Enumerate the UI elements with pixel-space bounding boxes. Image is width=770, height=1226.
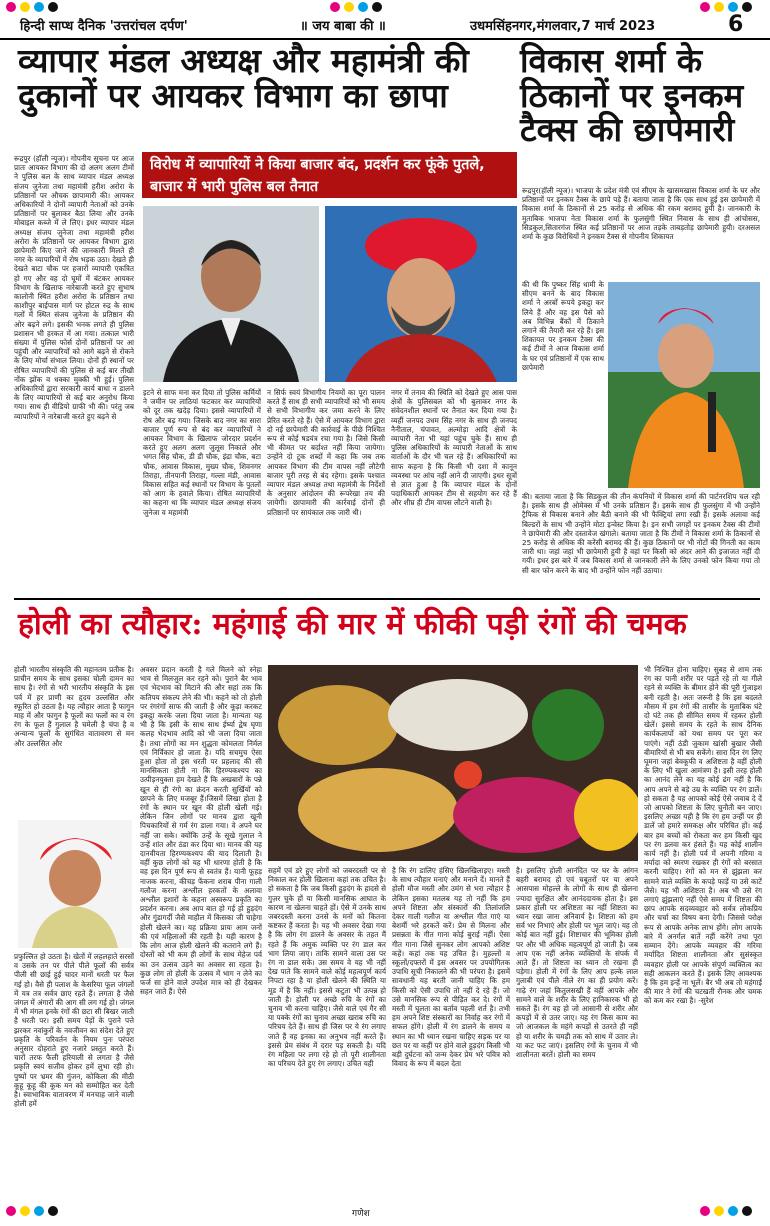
- page-number: 6: [728, 12, 744, 37]
- section-divider: [14, 598, 760, 600]
- story2-side-text: की थी कि पुष्कर सिंह धामी के सीएम बनने के बाद विकास शर्मा ने अरबों रूपये इकट्ठा कर लिये हैं और वह इस पैसे को अब विभिन्न बैंकों में ठिकाने लगाने की तैयारी कर रहे हैं। इस शिकायत पर इनकम टैक्स की कई टीमों ने आज विकास शर्मा के घर एवं प्रतिष्ठानों में एक साथ छापेमारी: [522, 280, 604, 372]
- holi-column-5: है। इसलिए होली आनंदित पर घर के आंगन बहरी बरामद हो एवं चबूतरों पर या अपने आसपास मोहल्ले के लोगों के साथ ही खेलना ज्यादा सुरक्षित और आनंददायक होता है। इस प्रकार होली पर अशिष्टता का नहीं शिष्टता का ध्यान रखा जाना अनिवार्य है। शिष्टता को हम सर्व भर निभाएं और होली पर भूल जाएं। यह तो कोई बात नहीं हुई। शिष्टाचार की भूमिका होली पर और भी अधिक महत्वपूर्ण हो जाती है। जब आप एक नहीं अनेक व्यक्तियों के संपर्क में आते हैं। तो शिष्टता का ध्यान तो रखना ही पड़ेगा। होली में रंगों के लिए आप हल्के लाल गुलाबी एवं पीले नीले रंग का ही प्रयोग करें। गाढ़े रंग जहां कितुलसखी हैं वहीं आपके और सामने वाले के शरीर के लिए हानिकारक भी हो सकते हैं। रंग वह हो जो आसानी से शरीर और कपड़ों में से उतर जाए। यह रंग किस काम का जो आजकल के महंगे कपड़ों से उतरते ही नहीं हो या शरीर के चमड़ी तक को साथ में उतार ले। या कट फट जाएं। इसलिए रंगों के चुनाव में भी शालीनता बरतें। होली का समय: [516, 866, 638, 1060]
- color-dots-center: [330, 2, 382, 12]
- holi-column-6: भी निश्चित होना चाहिए। सुबह से शाम तक रंग का पानी शरीर पर पड़ते रहे तो या गीले रहने से व्यक्ति के बीमार होने की पूरी गुंजाइश बनी रहती है। अतः जरूरी है कि इस बदलते मौसम में हम रंगों की तासीर के मुताबिक घंटे दो घंटे तक ही सीमित समय में रहकर होली खेलें। इससे समय के रहते के साथ दैनिक कार्यकलापों को यथा समय पर पूरा कर पाएंगे। नहीं ठंडी जुकाम खांसी बुखार जैसी बीमारियों से भी बच सकेंगे। सारा दिन रंग लिए घूमना जहां बेवकूफी व अशिष्टता है वहीं होली के लिए भी खुला आमंत्रण है। इसी तरह होली का आनंद लेने का यह कोई ढंग नहीं है कि आप अपने से बड़े उम्र के व्यक्ति पर रंग डालें। हो सकता है यह आपको कोई ऐसे जवाब दे दें जो आपको शिष्टता के लिए चुनौती बन जाए। इसलिए अच्छा यही है कि रंग हम उन्हीं पर ही डालें जो हमारे समकक्ष और परिचित हों। कई बार हम बच्चों को रोकता कर हम किसी खुद पर रंग डलवा कर हंसते हैं। यह कोई शालीन कार्य नहीं है। होली पर्व में अपनी गरिमा व मर्यादा को स्मरण रखकर ही रंगों को बरसात करनी चाहिए। रंगों को मन से झुंझला कर सामने वाले व्यक्ति के कपड़े फाड़ें या उसे काटें जैसे। यह भी अशिष्टता है। अब भी उसे रंग लगाएं झुंझलाएं नहीं ऐसे समय में शिष्टता की छाप आपके सदव्यवहार को सर्वत्र लोकप्रिय और चर्चा का विषय बना देगी। जिससे परोक्ष रूप से आपके अनेक लाभ होंगे। लोग आपके बारे में अनर्गल बातें नहीं करेंगे तथा पूरा सम्मान देंगे। आपके व्यवहार की गरिमा मर्यादित शिष्टता शालीनता और सुसंस्कृत व्यवहार होली पर आपके संपूर्ण व्यक्तित्व का सही आकलन करते हैं। इसके लिए आवश्यक है कि हम इन्हें ना भूलें। बैर भी अब तो महंगाई की मार ने रंगों की चटखती रौनक और चमक को कम कर रखा है। -सुरेश: [644, 665, 762, 1006]
- page-header: [0, 14, 770, 40]
- photo-harish-arora: [325, 206, 517, 382]
- holi-headline: होली का त्यौहार: महंगाई की मार में फीकी पड़ी रंगों की चमक: [18, 607, 687, 642]
- holi-column-2: अवसर प्रदान करती है गले मिलने को स्नेहा भाव से मिलजुल कर रहने को। पुराने बैर भाव एवं भेदभाव को मिटाने की और सहां तक कि कतिपय संकल्प लेने की भी। कहने को तो होली पर रंगरंगों साफ की जाती है और कूड़ा करकट इकट्ठा करके जला दिया जाता है। मान्यता यह भी है कि इसी के साथ साथ ईर्ष्या द्वेष घृणा कलह भेदभाव आदि को भी जला दिया जाता है। तथा लोगों का मन शुद्धता कोमलता निर्मल एवं निर्विकार हो जाता है। यदि सचमुच ऐसा हुआ होता तो इस धरती पर प्रहलाद की सी मानसिकता होती ना कि हिरण्यकश्यप का उत्पीड़नयुक्ता हम देखते हैं कि अखबारों के पन्ने खून से ही रंगो का क्रंदन करती सुर्खियों को छापने के लिए मजबूर हैं।जिसमें लिखा होता है रंगों के स्थान पर खून की होली खेली गई। लेकिन जिन लोगों पर मानव द्वारा खूनी पिचकारियों से गर्म रंग डाला गया। वे अपने घर नहीं जा सके। क्योंकि उन्हें के सूखे गुलाल ने उन्हें शांत और ठंडा कर दिया था। मानव की यह दानवीयता हिरण्यकश्यप की याद दिलाती है। वहीं कुछ लोगों को यह भी धारणा होती है कि वह इस दिन पूर्ण रूप से स्वतंत्र हैं। यानी फूहड़ नाजक करना, कीचड़ फेंकना शराब पीना गाली गलौज करना अश्लील हरकतों के अलावा अश्लील इशारों के कहना अस्वरूप प्रकृति का प्रदर्शन करना। अब आप बात हो गई हो हुड़दंग और गुंडागर्दी जैसे माहौल में किसका जी चाहेगा होली खेलने का। यह प्रक्रिया प्रायः आम जनों की एवं महिलाओं की रहती है। यही कारण है कि लोग आज होली खेलने की कतराने लगे हैं। दोस्तों को भी कम ही लोगों के साथ मेहेज पर्व का उन उत्सव उड़ने का अवसर सा रहता है। कुछ लोग तो होली के उत्सव में भाग न लेने का फर्ज सा होने वाले उपदेश मात्र को ही देखकर सहन जाते हैं। ऐसे: [140, 665, 262, 997]
- paper-name: हिन्दी साप्ध दैनिक 'उत्तरांचल दर्पण': [20, 19, 188, 34]
- story2-continued: की। बताया जाता है कि सिडकुल की तीन कंपनियों में विकास शर्मा की पार्टनरशिप चल रही है। इसके साथ ही ओमेक्स में भी उनके प्रतिष्ठान हैं। इसके साथ ही फुलसुंगा में भी उन्होंने ट्रैफिक से विकास बनाने और बैठी बनाने की भी फैक्ट्रियां लगा रखी हैं। इसके अलावा कई बिल्डरों के साथ भी उन्होंने मोटा इन्वेस्ट किया है। इन सभी जगहों पर इनकम टैक्स की टीमों ने छापेमारी की और दस्तावेज खंगाले। बताया जाता है कि टीमों ने विकास शर्मा के ठिकानों से 25 करोड़ से अधिक की करेंसी बरामद की हैं। कुछ ठिकानों पर भी नोटों की गिनती का काम जारी था। जहां जहां भी छापेमारी हुयी है वहां पर किसी को अंदर आने की इजाजत नहीं दी गयी। इधर इस बारे में जब विकास शर्मा से जानकारी लेने के लिए उनको फोन किया गया तो सी बार फोन करने के बाद भी उन्होंने फोन नहीं उठाया।: [522, 492, 760, 575]
- holi-column-1a: होली भारतीय संस्कृति की महानतम प्रतीक है। प्राचीन समय के साथ इसका चोली दामन का साथ है। रंगों से भरी भारतीय संस्कृति के इस पर्व में हर प्राणी का हृदय उल्लसित और स्फूरित हो उठता है। यह त्यौहार आता है फागुन माह में और फागुन है फूलों का फलों का व रंग रंग के फूल हैं गुलाल है चमेली है चंपा है व अन्यान्य फूलों के सुगंधित वातावरण से मन और उल्लसित और: [14, 665, 134, 748]
- holi-column-4: है कि रंग डालिए हंसिए खिलखिलाइए। मस्ती के साथ त्यौहार मनाएं और मनाने दें। मानते हैं होली मौज मस्ती और उमंग से भरा त्यौहार है लेकिन इसका मतलब यह तो नहीं कि हम अपने शिष्टता और संस्कारों की तिलांजलि देकर गाली गलौज या अश्लील गीत गाएं या बेशर्मी भरे हरकतें करें। प्रेम से मिलना और प्रसन्नता के गीत गाना कोई बुराई नहीं। ऐसा गीत गाना जिसे सुनकर लोग आपको अशिष्ट कहें। कहां तक यह उचित है। मुहल्लों व स्कूलों/दफ्तरों में इस अवसर पर उपयोगितक उपाधि सूची निकालने की भी परंपरा है। इसमें सावधानी यह बरती जानी चाहिए कि हम किसी को ऐसी उपाधि तो नहीं दे रहे हैं। जो उसे मानसिक रूप से पीड़ित कर दे। रंगों में मस्ती में घूलता का बर्ताव पहली शर्त है। तभी हम अपने शिष्ट संस्कारों का निर्वाह कर रंगों में सफल होंगे। होली में रंग डालने के समय व स्थान का भी ध्यान रखना चाहिए सड़क पर या छत पर या कहीं पर होने वाले हुड़दंग किसी भी बड़ी दुर्घटना को जन्म देकर प्रेम भरे पवित्र को विवाद के रूप में बदल देता: [392, 866, 510, 1069]
- color-dots-bottom-left: [6, 1206, 58, 1216]
- header-date: उधमसिंहनगर,मंगलवार,7 मार्च 2023: [470, 19, 656, 34]
- photo-vikas-sharma: [608, 282, 760, 488]
- color-dots-bottom-right: [700, 1206, 752, 1216]
- photo-sanjay-juneja: [143, 206, 319, 382]
- color-dots-left: [6, 2, 58, 12]
- story1-headline: व्यापार मंडल अध्यक्ष और महामंत्री की दुकानों पर आयकर विभाग का छापा: [18, 41, 469, 115]
- story1-column-2: इटने से साफ मना कर दिया तो पुलिस कर्मियों ने जमीन पर लाठियां फटकार कर व्यापारियों को दूर तक खदेड़ दिया। इससे व्यापारियों में रोष और बढ़ गया। जिसके बाद नगर का सारा बाजार पूर्ण रूप से बंद कर व्यापारियों ने आयकर विभाग के खिलाफ जोरदार प्रदर्शन करते हुए अलग अलग जुलूस निकाले और भगत सिंह चौक, डी डी चौक, इंद्रा चौक, बटा चौक, आवास विकास, मुख्य चौक, शिवनगर तिराहा, तीनपानी तिराहा, गल्ला मंडी, आवास विकास सहित कई स्थानों पर विभाग के पुतलों को आग के हवाले किया। रोषित व्यापारियों का कहना था कि व्यापार मंडल अध्यक्ष संजय जुनेजा व महामंत्री: [143, 388, 261, 517]
- story1-column-4: नगर में तनाव की स्थिति को देखते हुए आस पास क्षेत्रों के पुलिसबल को भी बुलाकर नगर के संवेदनशील स्थानों पर तैनात कर दिया गया है।व्यहीं जनपद उधम सिंह नगर के साथ ही जनपद नैनीताल, चंपावत, अल्मोड़ा आदि क्षेत्रों के व्यापारी नेता भी यहां पहुंच चुके हैं। साथ ही पुलिस अधिकारियों के व्यापारी नेताओं के साथ वार्ताओं के दौर भी चल रहे हैं। अधिकारियों का साफ कहना है कि किसी भी दशा में कानून व्यवस्था पर आंच नहीं आने दी जाएगी। इधर सूत्रों से ज्ञात हुआ है कि व्यापार मंडल के दोनों पदाधिकारी आयकर टीम से सहयोग कर रहे हैं और शीघ्र ही टीम वापस लौटने वाली है।: [391, 388, 517, 508]
- story2-headline: विकास शर्मा के ठिकानों पर इनकम टैक्स की छापेमारी: [520, 41, 744, 150]
- holi-column-1b: प्रफुल्लित हो उठता है। खेतों में लहलहाते सरसों व उसके तन पर पीले पीले फूलों की सर्वत्र पीली सी छाई हुई चादर मानों धरती पर फैल गई हो। वैसे ही पलाश के केसरिया फूल जंगलों में यत्र तत्र सर्वत्र छाए रहते हैं। लगता है जैसे जंगल में अंगारों की आग सी लग गई हो। जंगल में भी मंगल इनके रंगों की छटा सी बिखर जाती है धरती पर। इसी समय पेड़ों के पुराने पत्ते झरकर नवांकुरों के नवजीवन का संदेश देते हुए प्रकृति के परिवर्तन के नियम पुनः परंपरा अनुसार दोहराते हुए नजारे प्रस्तुत करते हैं। चारों तरफ फैली हरियाली से लगता है जैसे प्रकृति स्वयं सजीव होकर हमें लुभा रही हो। पुष्पों पर भ्रमर की गुंजन, कोकिला की मीठी कूहू कूहू की कूक मन को सम्मोहित कर देती है। स्वाभाविक वातावरण में मनचाह जाने वाली होली हमें: [14, 952, 134, 1109]
- story1-subheadline-banner: विरोध में व्यापारियों ने किया बाजार बंद, प्रदर्शन कर फूंके पुतले, बाजार में भारी पुलिस बल तैनात: [142, 152, 517, 198]
- holi-column-3: सहमें एवं डरे हुए लोगों को जबरदस्ती पर से निकाल कर होली खिलाना कहां तक उचित है। हो सकता है कि जब किसी हुड़दंग के हादसे से गुज़र चुके हों या किसी मानसिक आघात के कारण ना खेलना चाहते हों। ऐसे में उनके साथ जबरदस्ती करना उनसे के मनों को कितना कष्टकर हैं करता है। यह भी अवसर देखा गया है कि लोग रंग डालने के अवसर के तहत मैं रहते हैं कि अमुक व्यक्ति पर रंग डाल कर भाग लिया जाए। ताकि सामने वाला उस पर रंग ना डाल सके। उस समय वे यह भी नहीं देख पाते कि सामने वाले कोई महत्वपूर्ण कार्य निपटा रहा है या होली खेलने की स्थिति या मूड में है कि नहीं। इससे कटुता भी उत्पन्न हो जाती है। होली पर अच्छे रुचि के रंगों का चुनाव भी करना चाहिए। जैसे वाले एवं गैर सी या पक्के रंगों का चुनाव अच्छा खराब रुचि का परिचय देते हैं। साथ ही जिस पर ये रंग लगाए जाते हैं वह इनका का अनुभव नहीं करते हैं। इससे प्रेम संबंध में दरार पड़ सकती है। यदि रंग महिला पर लगा रहे हो तो पूरी शालीनता का परिचय देते हुए रंग लगाए। उचित यही: [268, 866, 386, 1069]
- story1-column-1: रूद्रपुर (हॉली न्यूज)। गोपनीय सूचना पर आज प्रातः आयकर विभाग की दो अलग अलग टीमों ने पुलिस बल के साथ व्यापार मंडल अध्यक्ष संजय जुनेजा तथा महामंत्री हरीश अरोरा के प्रतिष्ठानों पर औचक छापामारी की। आयकर अधिकारियों ने दोनों व्यापारी नेताओं को उनके प्रतिष्ठानों पर बुलाकर बैठा लिया और उनके मोबाइल कब्जे में ले लिए। इधर व्यापार मंडल अध्यक्ष संजय जुनेजा तथा महामंत्री हरीश अरोरा के प्रतिष्ठानों पर आयकर विभाग द्वारा छापेमारी किए जाने की जानकारी मिलते ही नगर के व्यापारियों में रोष भड़क उठा। देखते ही देखते बाटा चौक पर हजारों व्यापारी एकत्रित हो गए और वह दो घूमों में बंटकर आयकर विभाग के खिलाफ नारेबाजी करते हुए सुभाष कालोनी स्थित हरीश अरोरा के प्रतिष्ठान तथा काशीपुर बाईपास मार्ग पर होटल रुद्र के साथ गलों में स्थित संजय जुनेजा के प्रतिष्ठान की ओर बढ़ने लगे। इसकी भनक लगते ही पुलिस प्रशासन भी हरकत में आ गया। तत्काल भारी संख्या में पुलिस फोर्स दोनों प्रतिष्ठानों पर आ पहुंची और व्यापारियों को आगे बढ़ने से रोकने के लिए मोर्चा संभाल लिया। दोनों ही स्थानों पर रोषित व्यापारियों की पुलिस से कई बार तीखी नोंक झोंक व धक्का मुक्की भी हुई। पुलिस अधिकारियों द्वारा सरकारी कार्य बाधा न डालने के लिए व्यापारियों से कई बार अनुरोध किया गया। साथ ही वीडियो ग्राफी भी की। परंतु जब व्यापारियों ने नारेबाजी करते हुए बढ़ने से: [14, 154, 134, 421]
- footer-label: गणेश: [352, 1209, 370, 1219]
- story2-intro: रूद्रपुर(हॉली न्यूज)। भाजपा के प्रदेश मंत्री एवं सीएम के खासमखास विकास शर्मा के घर और प्रतिष्ठानों पर इनकम टैक्स के छापे पड़े हैं। बताया जाता है कि एक साथ हुई इस छापेमारी में विकास शर्मा के ठिकानों से 25 करोड़ से अधिक की रकम बरामद हुयी है। जानकारी के मुताबिक भाजपा नेता विकास शर्मा के फुलसुंगी स्थित निवास के साथ ही आंचोसस, सिडकुल,सितारगंज स्थित कई प्रतिष्ठानों पर आज तड़के ताबड़तोड़ छापेमारी हुयी। दरअसल शर्मा के कुछ विरोधियों ने इनकम टैक्स से गोपनीय शिकायत: [522, 186, 760, 242]
- header-motto: ॥ जय बाबा की ॥: [300, 19, 386, 34]
- photo-author: [18, 820, 132, 948]
- photo-holi-sweets: [268, 665, 638, 861]
- story1-column-3: न सिर्फ स्वयं विभागीय नियमों का पूरा पालन करते हैं साथ ही सभी व्यापारियों को भी समय से सभी विभागीय कर जमा करने के लिए प्रेरित करते रहे हैं। ऐसे में आयकर विभाग द्वारा दो नई छापेमारी की कार्रवाई के पीछे निश्चित रूप से कोई षडयंत्र रचा गया है। जिसे किसी भी कीमत पर बर्दाश्त नहीं किया जायेगा। उन्होंने दो टूक शब्दों में कहा कि जब तक आयकर विभाग की टीम वापस नहीं लौटेगी बाजार पूरी तरह से बंद रहेगा। इसके पश्चात व्यापार मंडल अध्यक्ष तथा महामंत्री के निर्देशों के अनुसार आंदोलन की रूपरेखा तय की जायेगी। छापामारी की कार्रवाई दोनों ही प्रतिष्ठानों पर सायंकाल तक जारी थी।: [267, 388, 385, 517]
- color-dots-right: [700, 2, 752, 12]
